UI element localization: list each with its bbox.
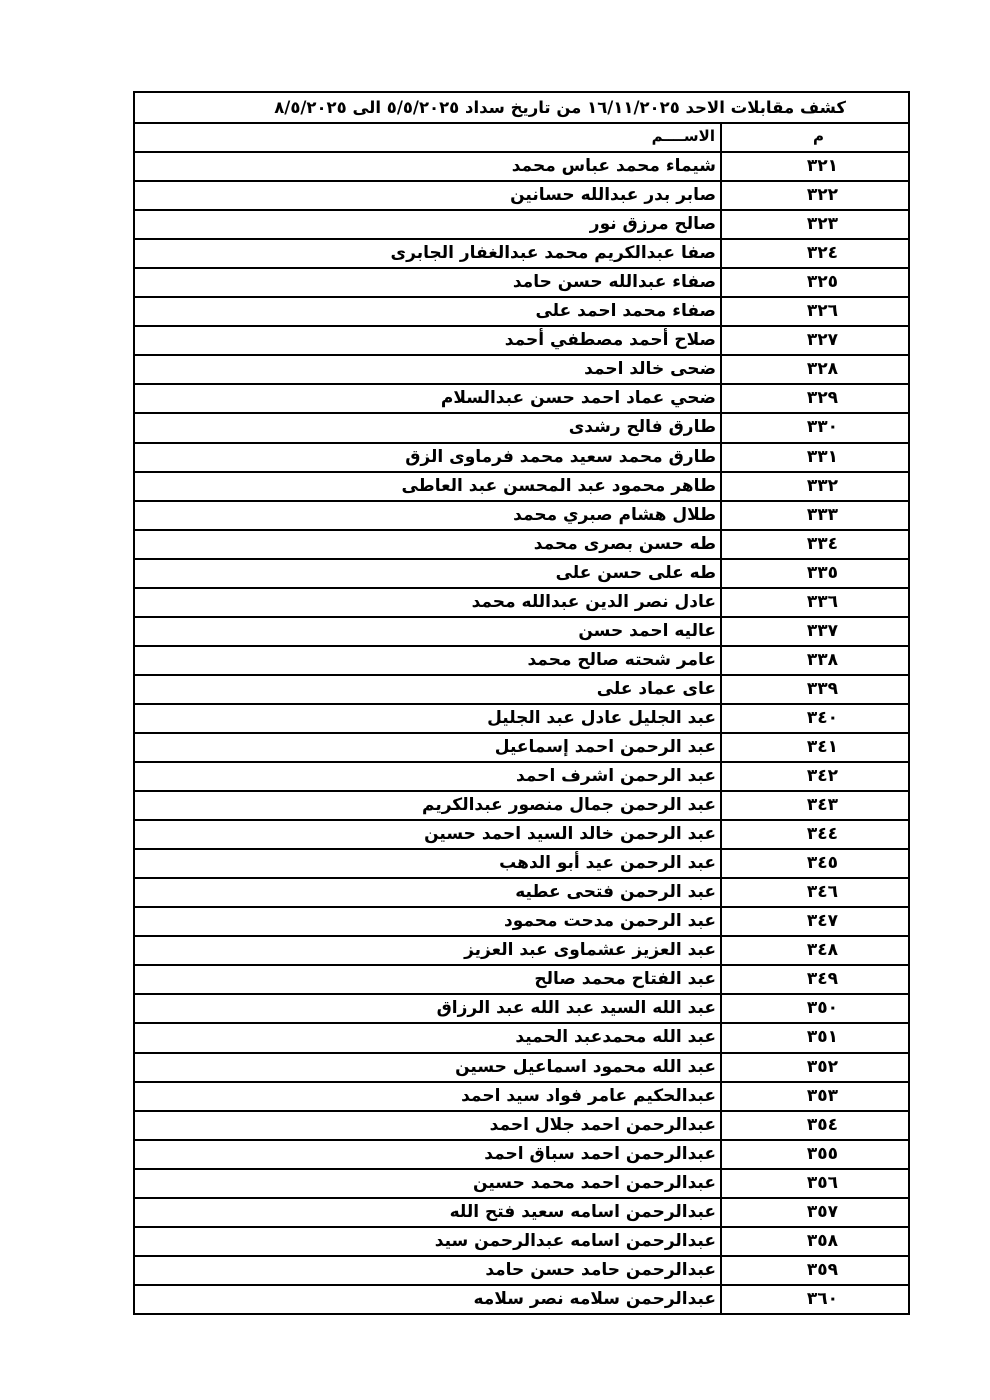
row-number: ٣٢٤ [720, 240, 908, 267]
table-row [135, 1286, 908, 1313]
row-number: ٣٣٢ [720, 473, 908, 500]
row-number: ٣٥٧ [720, 1199, 908, 1226]
row-name: شيماء محمد عباس محمد [511, 156, 716, 177]
table-row [135, 298, 908, 327]
table-row [135, 705, 908, 734]
table-row [135, 1170, 908, 1199]
interview-list-table [133, 91, 910, 1315]
row-name: عبدالرحمن احمد سباق احمد [484, 1143, 716, 1164]
row-number: ٣٤٧ [720, 908, 908, 935]
row-number: ٣٥٠ [720, 995, 908, 1022]
table-row [135, 676, 908, 705]
table-row [135, 1257, 908, 1286]
row-name: صفاء محمد احمد على [535, 301, 716, 322]
row-number: ٣٢٢ [720, 182, 908, 209]
table-row [135, 647, 908, 676]
row-number: ٣٣٨ [720, 647, 908, 674]
row-number: ٣٢١ [720, 153, 908, 180]
table-row [135, 1228, 908, 1257]
row-name: عبد الرحمن جمال منصور عبدالكريم [422, 795, 716, 816]
table-row [135, 444, 908, 473]
table-row [135, 1112, 908, 1141]
table-row [135, 763, 908, 792]
row-name: عبد الرحمن مدحت محمود [503, 911, 716, 932]
row-name: طه حسن بصرى محمد [533, 533, 716, 554]
row-number: ٣٤٥ [720, 850, 908, 877]
row-name: عبد الجليل عادل عبد الجليل [487, 707, 716, 728]
row-number: ٣٥٢ [720, 1054, 908, 1081]
column-header-name: الاســــم [651, 127, 715, 145]
row-number: ٣٤٠ [720, 705, 908, 732]
table-row [135, 182, 908, 211]
row-name: عبدالرحمن احمد جلال احمد [489, 1114, 716, 1135]
row-name: طاهر محمود عبد المحسن عبد العاطى [401, 475, 716, 496]
table-row [135, 589, 908, 618]
row-number: ٣٣٧ [720, 618, 908, 645]
row-name: عبدالحكيم عامر فواد سيد احمد [461, 1085, 716, 1106]
row-number: ٣٢٦ [720, 298, 908, 325]
row-name: عامر شحته صالح محمد [527, 649, 716, 670]
row-name: عبد الله محمدعبد الحميد [515, 1027, 716, 1048]
row-name: صفاء عبدالله حسن حامد [512, 272, 716, 293]
row-name: عبد الرحمن احمد إسماعيل [494, 736, 716, 757]
table-row [135, 937, 908, 966]
table-row [135, 1199, 908, 1228]
row-number: ٣٥٤ [720, 1112, 908, 1139]
row-name: صفا عبدالكريم محمد عبدالغفار الجابرى [390, 243, 716, 264]
table-row [135, 734, 908, 763]
table-row [135, 531, 908, 560]
row-number: ٣٤٩ [720, 966, 908, 993]
row-number: ٣٥٦ [720, 1170, 908, 1197]
row-number: ٣٥١ [720, 1024, 908, 1051]
row-number: ٣٣٦ [720, 589, 908, 616]
row-number: ٣٤٨ [720, 937, 908, 964]
table-row [135, 502, 908, 531]
table-row [135, 618, 908, 647]
row-number: ٣٤٦ [720, 879, 908, 906]
row-name: طه على حسن على [555, 562, 716, 583]
table-row [135, 153, 908, 182]
table-row [135, 908, 908, 937]
row-name: طارق محمد سعيد محمد فرماوى الزق [405, 446, 716, 467]
row-name: صابر بدر عبدالله حسانين [510, 185, 716, 206]
row-name: عادل نصر الدين عبدالله محمد [471, 591, 716, 612]
row-number: ٣٣٣ [720, 502, 908, 529]
table-row [135, 473, 908, 502]
row-name: ضحى خالد احمد [584, 359, 716, 380]
row-name: عبد الرحمن اشرف احمد [515, 766, 716, 787]
column-header-number: م [720, 124, 908, 151]
row-number: ٣٥٥ [720, 1141, 908, 1168]
row-name: عاى عماد على [596, 678, 716, 699]
table-row [135, 966, 908, 995]
table-row [135, 995, 908, 1024]
row-name: عبدالرحمن احمد محمد حسين [473, 1172, 716, 1193]
table-row [135, 356, 908, 385]
row-number: ٣٥٩ [720, 1257, 908, 1284]
row-number: ٣٦٠ [720, 1286, 908, 1313]
row-name: صالح مرزق نور [589, 214, 716, 235]
row-name: عبدالرحمن اسامه عبدالرحمن سيد [434, 1230, 716, 1251]
row-number: ٣٣٤ [720, 531, 908, 558]
table-row [135, 1024, 908, 1053]
row-number: ٣٥٨ [720, 1228, 908, 1255]
row-name: عاليه احمد حسن [578, 620, 716, 641]
row-number: ٣٢٥ [720, 269, 908, 296]
row-name: طارق فالح رشدى [568, 417, 716, 438]
row-number: ٣٤١ [720, 734, 908, 761]
row-number: ٣٣٩ [720, 676, 908, 703]
row-name: ضحي عماد احمد حسن عبدالسلام [440, 388, 716, 409]
table-row [135, 1054, 908, 1083]
row-name: عبد العزيز عشماوى عبد العزيز [464, 940, 716, 961]
row-number: ٣٤٣ [720, 792, 908, 819]
row-number: ٣٣١ [720, 444, 908, 471]
row-number: ٣٢٨ [720, 356, 908, 383]
table-row [135, 879, 908, 908]
row-number: ٣٤٤ [720, 821, 908, 848]
table-row [135, 240, 908, 269]
table-row [135, 385, 908, 414]
table-row [135, 1083, 908, 1112]
table-row [135, 1141, 908, 1170]
row-name: عبد الله السيد عبد الله عبد الرزاق [436, 998, 716, 1019]
document-title: كشف مقابلات الاحد ١٦/١١/٢٠٢٥ من تاريخ سداد ٥/٥/٢٠٢٥ الى ٨/٥/٢٠٢٥ [135, 93, 908, 124]
row-number: ٣٢٧ [720, 327, 908, 354]
row-name: عبدالرحمن حامد حسن حامد [485, 1259, 716, 1280]
table-row [135, 560, 908, 589]
row-number: ٣٥٣ [720, 1083, 908, 1110]
table-row [135, 211, 908, 240]
row-name: عبدالرحمن اسامه سعيد فتح الله [449, 1201, 716, 1222]
row-name: عبد الرحمن عيد أبو الدهب [499, 853, 716, 874]
table-row [135, 792, 908, 821]
row-name: عبد الرحمن خالد السيد احمد حسين [424, 824, 716, 845]
row-name: عبدالرحمن سلامه نصر سلامه [473, 1288, 716, 1309]
table-row [135, 269, 908, 298]
row-name: عبد الرحمن فتحى عطيه [515, 882, 716, 903]
row-name: عبد الفتاح محمد صالح [534, 969, 716, 990]
table-row [135, 414, 908, 443]
row-name: عبد الله محمود اسماعيل حسين [455, 1056, 716, 1077]
row-number: ٣٢٣ [720, 211, 908, 238]
table-row [135, 327, 908, 356]
table-header-row [135, 124, 908, 153]
row-number: ٣٢٩ [720, 385, 908, 412]
row-name: طلال هشام صبري محمد [513, 504, 716, 525]
row-name: صلاح أحمد مصطفي أحمد [504, 330, 716, 351]
row-number: ٣٤٢ [720, 763, 908, 790]
row-number: ٣٣٥ [720, 560, 908, 587]
table-row [135, 850, 908, 879]
table-row [135, 821, 908, 850]
table-body [135, 153, 908, 1313]
row-number: ٣٣٠ [720, 414, 908, 441]
